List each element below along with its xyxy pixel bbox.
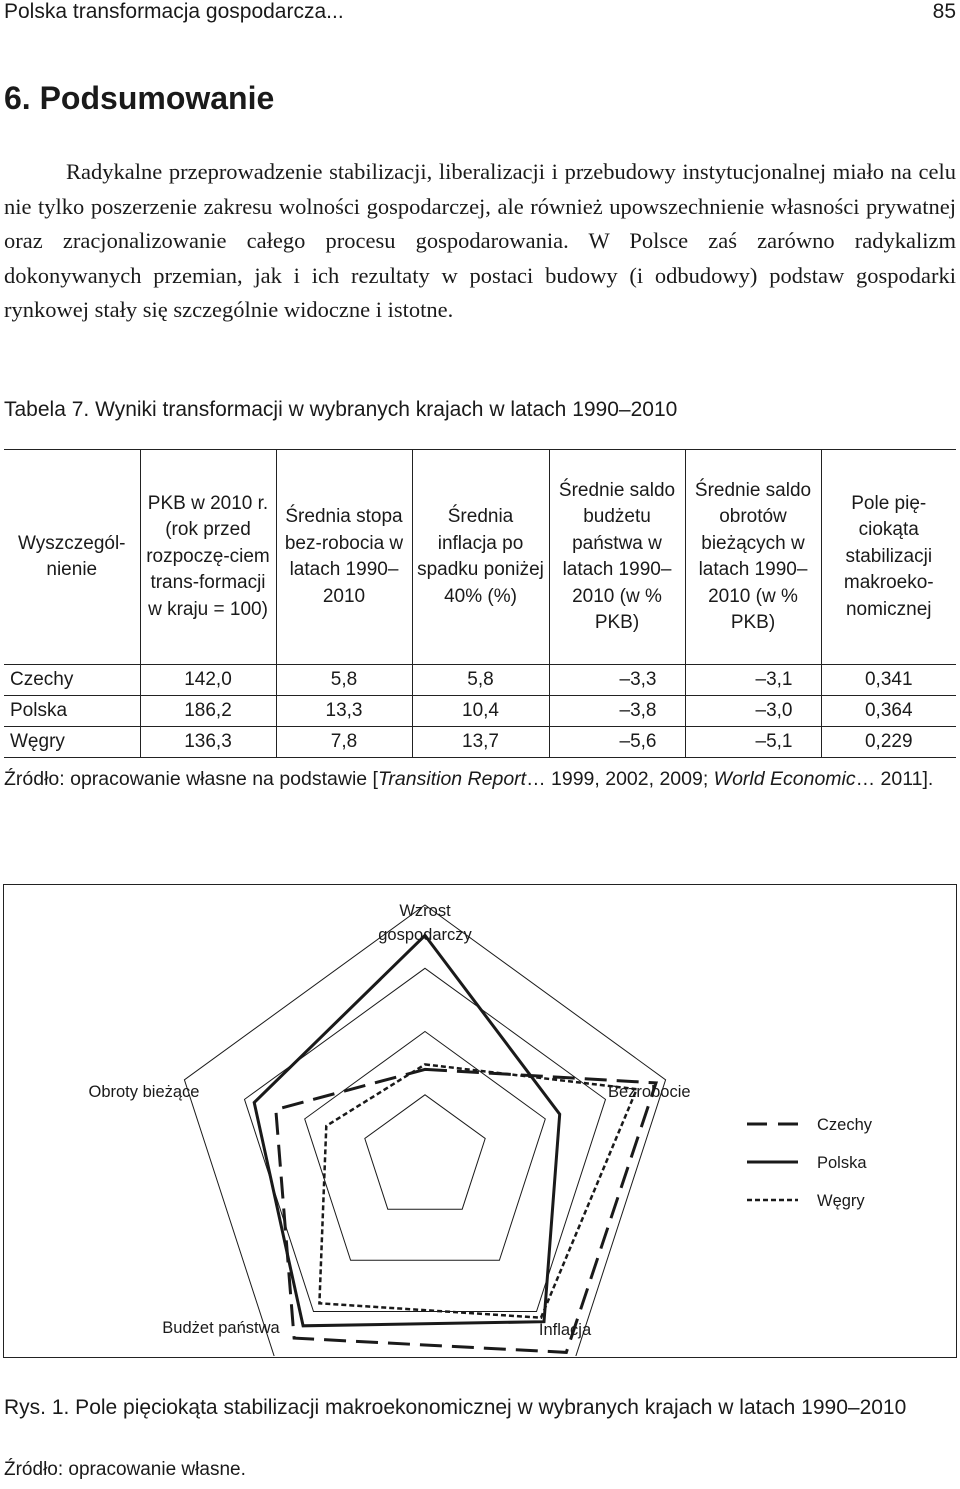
radar-series-czechy: [276, 1069, 656, 1352]
table-source-ref: World Economic: [713, 768, 856, 790]
table-caption: Tabela 7. Wyniki transformacji w wybranych krajach w latach 1990–2010: [4, 398, 678, 421]
table-row: [4, 696, 956, 727]
table-cell: –3,1: [685, 665, 821, 696]
legend-label: Węgry: [817, 1192, 865, 1210]
table-cell: 5,8: [412, 665, 549, 696]
table-source-mid: … 1999, 2002, 2009;: [526, 768, 714, 790]
table-cell: –3,3: [549, 665, 685, 696]
table-cell: 136,3: [140, 727, 276, 758]
radar-grid: [184, 905, 665, 1356]
table-source-prefix: Źródło: opracowanie własne na podstawie [: [4, 768, 378, 790]
table-cell: Węgry: [4, 727, 140, 758]
running-head: [4, 0, 956, 30]
running-head-title: Polska transformacja gospodarcza...: [4, 0, 344, 23]
table-cell: 10,4: [412, 696, 549, 727]
radar-axis-label: gospodarczy: [378, 926, 472, 944]
radar-axis-label: Wzrost: [399, 902, 451, 920]
table-row: [4, 665, 956, 696]
table-cell: Polska: [4, 696, 140, 727]
table-header-cell: Wyszczegól-nienie: [4, 450, 140, 665]
radar-series-węgry: [319, 1064, 636, 1317]
section-heading: 6. Podsumowanie: [4, 80, 275, 116]
table-cell: 142,0: [140, 665, 276, 696]
legend-label: Czechy: [817, 1116, 873, 1134]
table-row: [4, 727, 956, 758]
radar-chart: [4, 885, 955, 1356]
table-cell: –5,1: [685, 727, 821, 758]
radar-series: [254, 935, 656, 1352]
page-number: 85: [932, 0, 956, 23]
table-header-row: [4, 450, 956, 665]
radar-grid-ring: [184, 905, 665, 1356]
table-cell: 186,2: [140, 696, 276, 727]
figure-source: Źródło: opracowanie własne.: [4, 1459, 246, 1480]
table-cell: –5,6: [549, 727, 685, 758]
table-header-cell: Średnie saldo obrotów bieżących w latach 1990–2010 (w % PKB): [685, 450, 821, 665]
figure-caption: Rys. 1. Pole pięciokąta stabilizacji makroekonomicznej w wybranych krajach w latach 1990–2010: [4, 1396, 907, 1419]
paragraph: Radykalne przeprowadzenie stabilizacji, liberalizacji i przebudowy instytucjonalnej miało na celu nie tylko poszerzenie zakresu wolności gospodarczej, ale również upowszechnienie własności prywatnej oraz zracjonalizowanie całego procesu gospodarowania. W Polsce zaś zarówno radykalizm dokonywanych przemian, jak i ich rezultaty w postaci budowy (i odbudowy) podstaw gospodarki rynkowej stały się szczególnie widoczne i istotne.: [4, 159, 956, 322]
table-header-cell: PKB w 2010 r. (rok przed rozpoczę-ciem trans-formacji w kraju = 100): [140, 450, 276, 665]
table-header-cell: Pole pię-ciokąta stabilizacji makroeko-nomicznej: [821, 450, 956, 665]
legend-label: Polska: [817, 1154, 867, 1172]
table-cell: 13,7: [412, 727, 549, 758]
table-cell: 0,341: [821, 665, 956, 696]
table-cell: 13,3: [276, 696, 412, 727]
table-cell: –3,8: [549, 696, 685, 727]
radar-axis-label: Bezrobocie: [608, 1083, 691, 1101]
radar-legend: [747, 1116, 873, 1210]
radar-axis-label: Inflacja: [538, 1321, 592, 1339]
radar-figure: [3, 884, 957, 1358]
table-cell: 7,8: [276, 727, 412, 758]
table-header-cell: Średnia stopa bez-robocia w latach 1990–2010: [276, 450, 412, 665]
table-header-cell: Średnia inflacja po spadku poniżej 40% (%): [412, 450, 549, 665]
radar-axis-label: Obroty bieżące: [88, 1083, 200, 1101]
table-source-suffix: … 2011].: [855, 768, 934, 790]
table-source-ref: Transition Report: [377, 768, 527, 790]
table-cell: 5,8: [276, 665, 412, 696]
table-source: [4, 765, 956, 793]
body-text: [4, 155, 956, 328]
table-cell: –3,0: [685, 696, 821, 727]
table-cell: 0,364: [821, 696, 956, 727]
table-cell: Czechy: [4, 665, 140, 696]
results-table: [4, 449, 956, 758]
radar-axis-label: Budżet państwa: [162, 1319, 280, 1337]
table-cell: 0,229: [821, 727, 956, 758]
table-header-cell: Średnie saldo budżetu państwa w latach 1990–2010 (w % PKB): [549, 450, 685, 665]
radar-grid-ring: [365, 1095, 485, 1209]
radar-series-polska: [254, 935, 560, 1325]
